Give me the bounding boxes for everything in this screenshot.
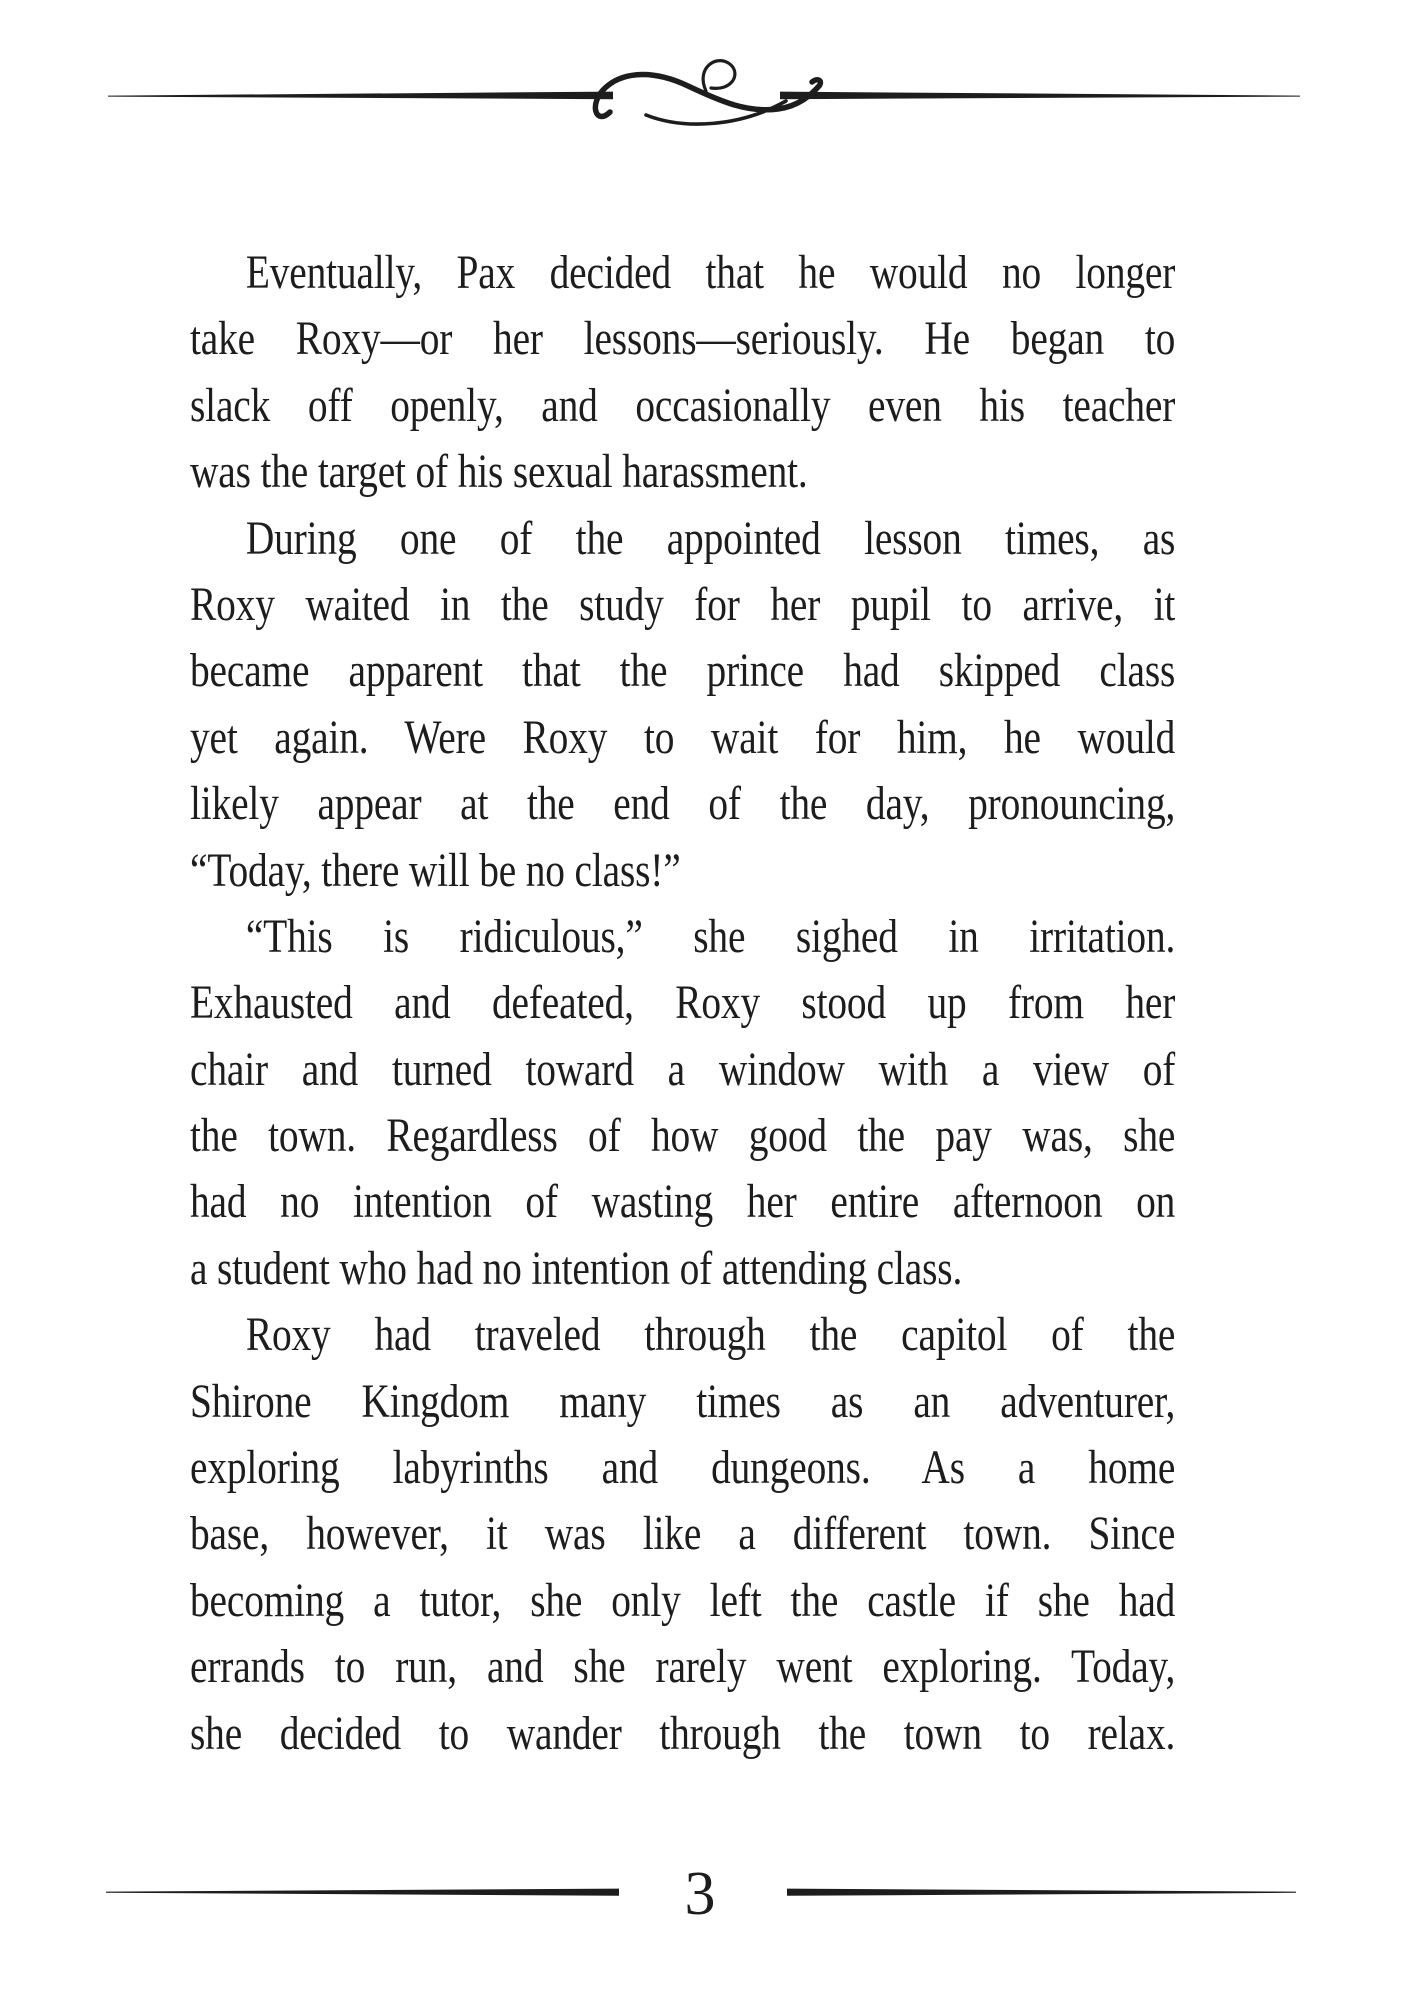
header-left-rule bbox=[108, 92, 613, 100]
paragraph bbox=[190, 506, 1175, 904]
text-line: likely appear at the end of the day, pronouncing, bbox=[190, 777, 1176, 831]
header-right-rule bbox=[780, 92, 1300, 100]
text-line: Eventually, Pax decided that he would no longer bbox=[245, 246, 1176, 299]
text-line: yet again. Were Roxy to wait for him, he would bbox=[190, 710, 1176, 764]
text-line: “This is ridiculous,” she sighed in irritation. bbox=[245, 909, 1176, 963]
body-text bbox=[190, 240, 1175, 1767]
text-line: becoming a tutor, she only left the castle if she had bbox=[190, 1573, 1176, 1627]
text-line: became apparent that the prince had skipped class bbox=[190, 644, 1176, 698]
text-line: During one of the appointed lesson times, as bbox=[245, 511, 1176, 565]
text-line: slack off openly, and occasionally even his teacher bbox=[190, 378, 1176, 432]
text-line: Shirone Kingdom many times as an adventurer, bbox=[190, 1374, 1176, 1428]
text-line: errands to run, and she rarely went exploring. Today, bbox=[190, 1640, 1176, 1694]
text-line: exploring labyrinths and dungeons. As a home bbox=[190, 1441, 1176, 1495]
footer-right-rule bbox=[787, 1889, 1296, 1896]
text-line: a student who had no intention of attending class. bbox=[190, 1241, 963, 1295]
page-number: 3 bbox=[684, 1860, 716, 1928]
text-line: base, however, it was like a different town. Since bbox=[190, 1507, 1176, 1561]
flourish-icon bbox=[595, 61, 820, 124]
text-line: “Today, there will be no class!” bbox=[190, 843, 681, 897]
text-line: she decided to wander through the town to relax. bbox=[190, 1706, 1176, 1760]
text-line: the town. Regardless of how good the pay was, she bbox=[190, 1109, 1176, 1163]
text-line: Roxy had traveled through the capitol of the bbox=[245, 1308, 1176, 1362]
paragraph bbox=[190, 904, 1175, 1302]
text-line: take Roxy—or her lessons—seriously. He began to bbox=[190, 312, 1176, 366]
paragraph bbox=[190, 1302, 1175, 1767]
text-line: had no intention of wasting her entire afternoon on bbox=[190, 1175, 1176, 1229]
paragraph bbox=[190, 240, 1175, 506]
text-line: Exhausted and defeated, Roxy stood up from her bbox=[190, 976, 1176, 1030]
text-line: chair and turned toward a window with a view of bbox=[190, 1042, 1176, 1096]
text-line: was the target of his sexual harassment. bbox=[190, 445, 808, 499]
text-line: Roxy waited in the study for her pupil to arrive, it bbox=[190, 577, 1176, 631]
footer-left-rule bbox=[106, 1889, 619, 1896]
